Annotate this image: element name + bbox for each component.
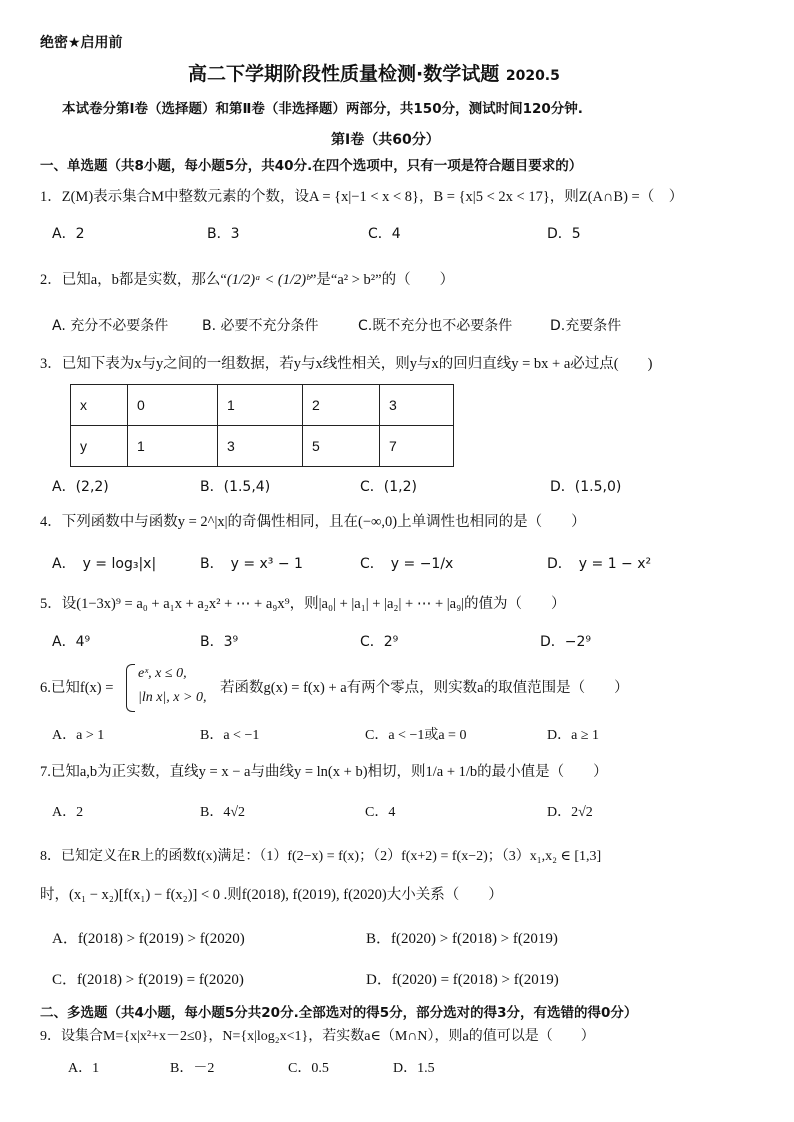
q8-option-c: C．f(2018) > f(2019) = f(2020): [52, 972, 244, 988]
question-3-stem: 3．已知下表为x与y之间的一组数据，若y与x线性相关，则y与x的回归直线y = bx + a必过点( ): [40, 356, 653, 372]
title-date: 2020.5: [505, 68, 560, 84]
question-4-stem: 4．下列函数中与函数y = 2^|x|的奇偶性相同，且在(−∞,0)上单调性也相同的是（ ）: [40, 514, 586, 530]
question-6-stem-end: 若函数g(x) = f(x) + a有两个零点，则实数a的取值范围是（ ）: [220, 680, 629, 696]
question-8-stem-line1: 8．已知定义在R上的函数f(x)满足：（1）f(2−x) = f(x)；（2）f(x+2) = f(x−2)；（3）x₁,x₂ ∈ [1,3]: [40, 849, 602, 864]
q8-option-a: A．f(2018) > f(2019) > f(2020): [52, 931, 245, 947]
q3-data-table: [70, 384, 454, 467]
q2-stem-end: ”是“a² > b²”的（ ）: [309, 272, 455, 288]
q1-option-d: D．5: [547, 226, 581, 242]
question-9-stem: 9．设集合M={x|x²+x－2≤0}，N={x|log₂x<1}，若实数a∈（M∩N），则a的值可以是（ ）: [40, 1029, 595, 1044]
exam-intro: 本试卷分第Ⅰ卷（选择题）和第Ⅱ卷（非选择题）两部分，共150分，测试时间120分钟.: [62, 101, 583, 117]
q5-option-b: B．3⁹: [200, 634, 239, 650]
q6-option-d: D．a ≥ 1: [547, 728, 600, 743]
q6-case-1: eˣ, x ≤ 0,: [138, 666, 187, 681]
q1-option-a: A．2: [52, 226, 85, 242]
table-row: [71, 426, 454, 467]
secret-label: 绝密★启用前: [40, 35, 123, 51]
title-text: 高二下学期阶段性质量检测·数学试题: [188, 63, 500, 85]
q3-option-a: A．(2,2): [52, 479, 109, 495]
q6-option-c: C．a < −1或a = 0: [365, 728, 467, 743]
table-cell: 7: [380, 426, 454, 467]
q2-option-c: C.既不充分也不必要条件: [358, 318, 513, 334]
table-cell: y: [71, 426, 128, 467]
table-cell: 1: [128, 426, 218, 467]
q9-option-d: D．1.5: [393, 1061, 435, 1076]
q4-option-c: C． y = −1/x: [360, 556, 454, 572]
section-heading-2: 二、多选题（共4小题，每小题5分共20分.全部选对的得5分，部分选对的得3分，有选错的得0分）: [40, 1005, 638, 1021]
question-7-stem: 7.已知a,b为正实数，直线y = x − a与曲线y = ln(x + b)相切，则1/a + 1/b的最小值是（ ）: [40, 764, 608, 780]
q6-option-b: B．a < −1: [200, 728, 260, 743]
q2-expression: (1/2)ᵃ < (1/2)ᵇ: [226, 272, 310, 288]
table-cell: 0: [128, 385, 218, 426]
q3-option-c: C．(1,2): [360, 479, 417, 495]
q3-option-d: D．(1.5,0): [550, 479, 622, 495]
table-cell: 5: [303, 426, 380, 467]
q2-option-d: D.充要条件: [550, 318, 622, 334]
table-cell: 3: [380, 385, 454, 426]
question-1-stem: 1．Z(M)表示集合M中整数元素的个数，设A = {x|−1 < x < 8}，B = {x|5 < 2x < 17}，则Z(A∩B) =（ ）: [40, 189, 684, 205]
table-cell: 2: [303, 385, 380, 426]
q9-option-b: B．－2: [170, 1061, 215, 1076]
question-2-stem: [40, 270, 454, 290]
table-cell: x: [71, 385, 128, 426]
q8-option-b: B．f(2020) > f(2018) > f(2019): [366, 931, 558, 947]
question-6-stem-start: 6.已知f(x) =: [40, 680, 114, 696]
q4-option-d: D． y = 1 − x²: [547, 556, 652, 572]
piecewise-brace: [126, 664, 135, 712]
q3-option-b: B．(1.5,4): [200, 479, 271, 495]
q2-option-b: B. 必要不充分条件: [202, 318, 319, 334]
q7-option-d: D．2√2: [547, 805, 593, 820]
question-8-stem-line2: 时，(x₁ − x₂)[f(x₁) − f(x₂)] < 0 .则f(2018), f(2019), f(2020)大小关系（ ）: [40, 887, 503, 903]
q9-option-c: C．0.5: [288, 1061, 329, 1076]
q2-stem-start: 2．已知a，b都是实数，那么“: [40, 272, 227, 288]
q7-option-c: C．4: [365, 805, 396, 820]
q4-option-b: B． y = x³ − 1: [200, 556, 303, 572]
q7-option-a: A．2: [52, 805, 84, 820]
q5-option-c: C．2⁹: [360, 634, 399, 650]
q2-option-a: A. 充分不必要条件: [52, 318, 169, 334]
q5-option-a: A．4⁹: [52, 634, 91, 650]
table-row: [71, 385, 454, 426]
table-cell: 1: [218, 385, 303, 426]
q5-option-d: D．−2⁹: [540, 634, 592, 650]
q7-option-b: B．4√2: [200, 805, 246, 820]
q6-case-2: |ln x|, x > 0,: [138, 690, 207, 705]
question-5-stem: 5．设(1−3x)⁹ = a₀ + a₁x + a₂x² + ⋯ + a₉x⁹，则|a₀| + |a₁| + |a₂| + ⋯ + |a₉|的值为（ ）: [40, 596, 566, 612]
q6-option-a: A．a > 1: [52, 728, 105, 743]
section-heading: 一、单选题（共8小题，每小题5分，共40分.在四个选项中，只有一项是符合题目要求的）: [40, 158, 583, 174]
q8-option-d: D．f(2020) = f(2018) > f(2019): [366, 972, 559, 988]
table-cell: 3: [218, 426, 303, 467]
q4-option-a: A． y = log₃|x|: [52, 556, 157, 572]
page-title: [188, 62, 560, 88]
q9-option-a: A．1: [68, 1061, 100, 1076]
q1-option-b: B．3: [207, 226, 240, 242]
q1-option-c: C．4: [368, 226, 401, 242]
part-title: 第Ⅰ卷（共60分）: [331, 132, 440, 148]
